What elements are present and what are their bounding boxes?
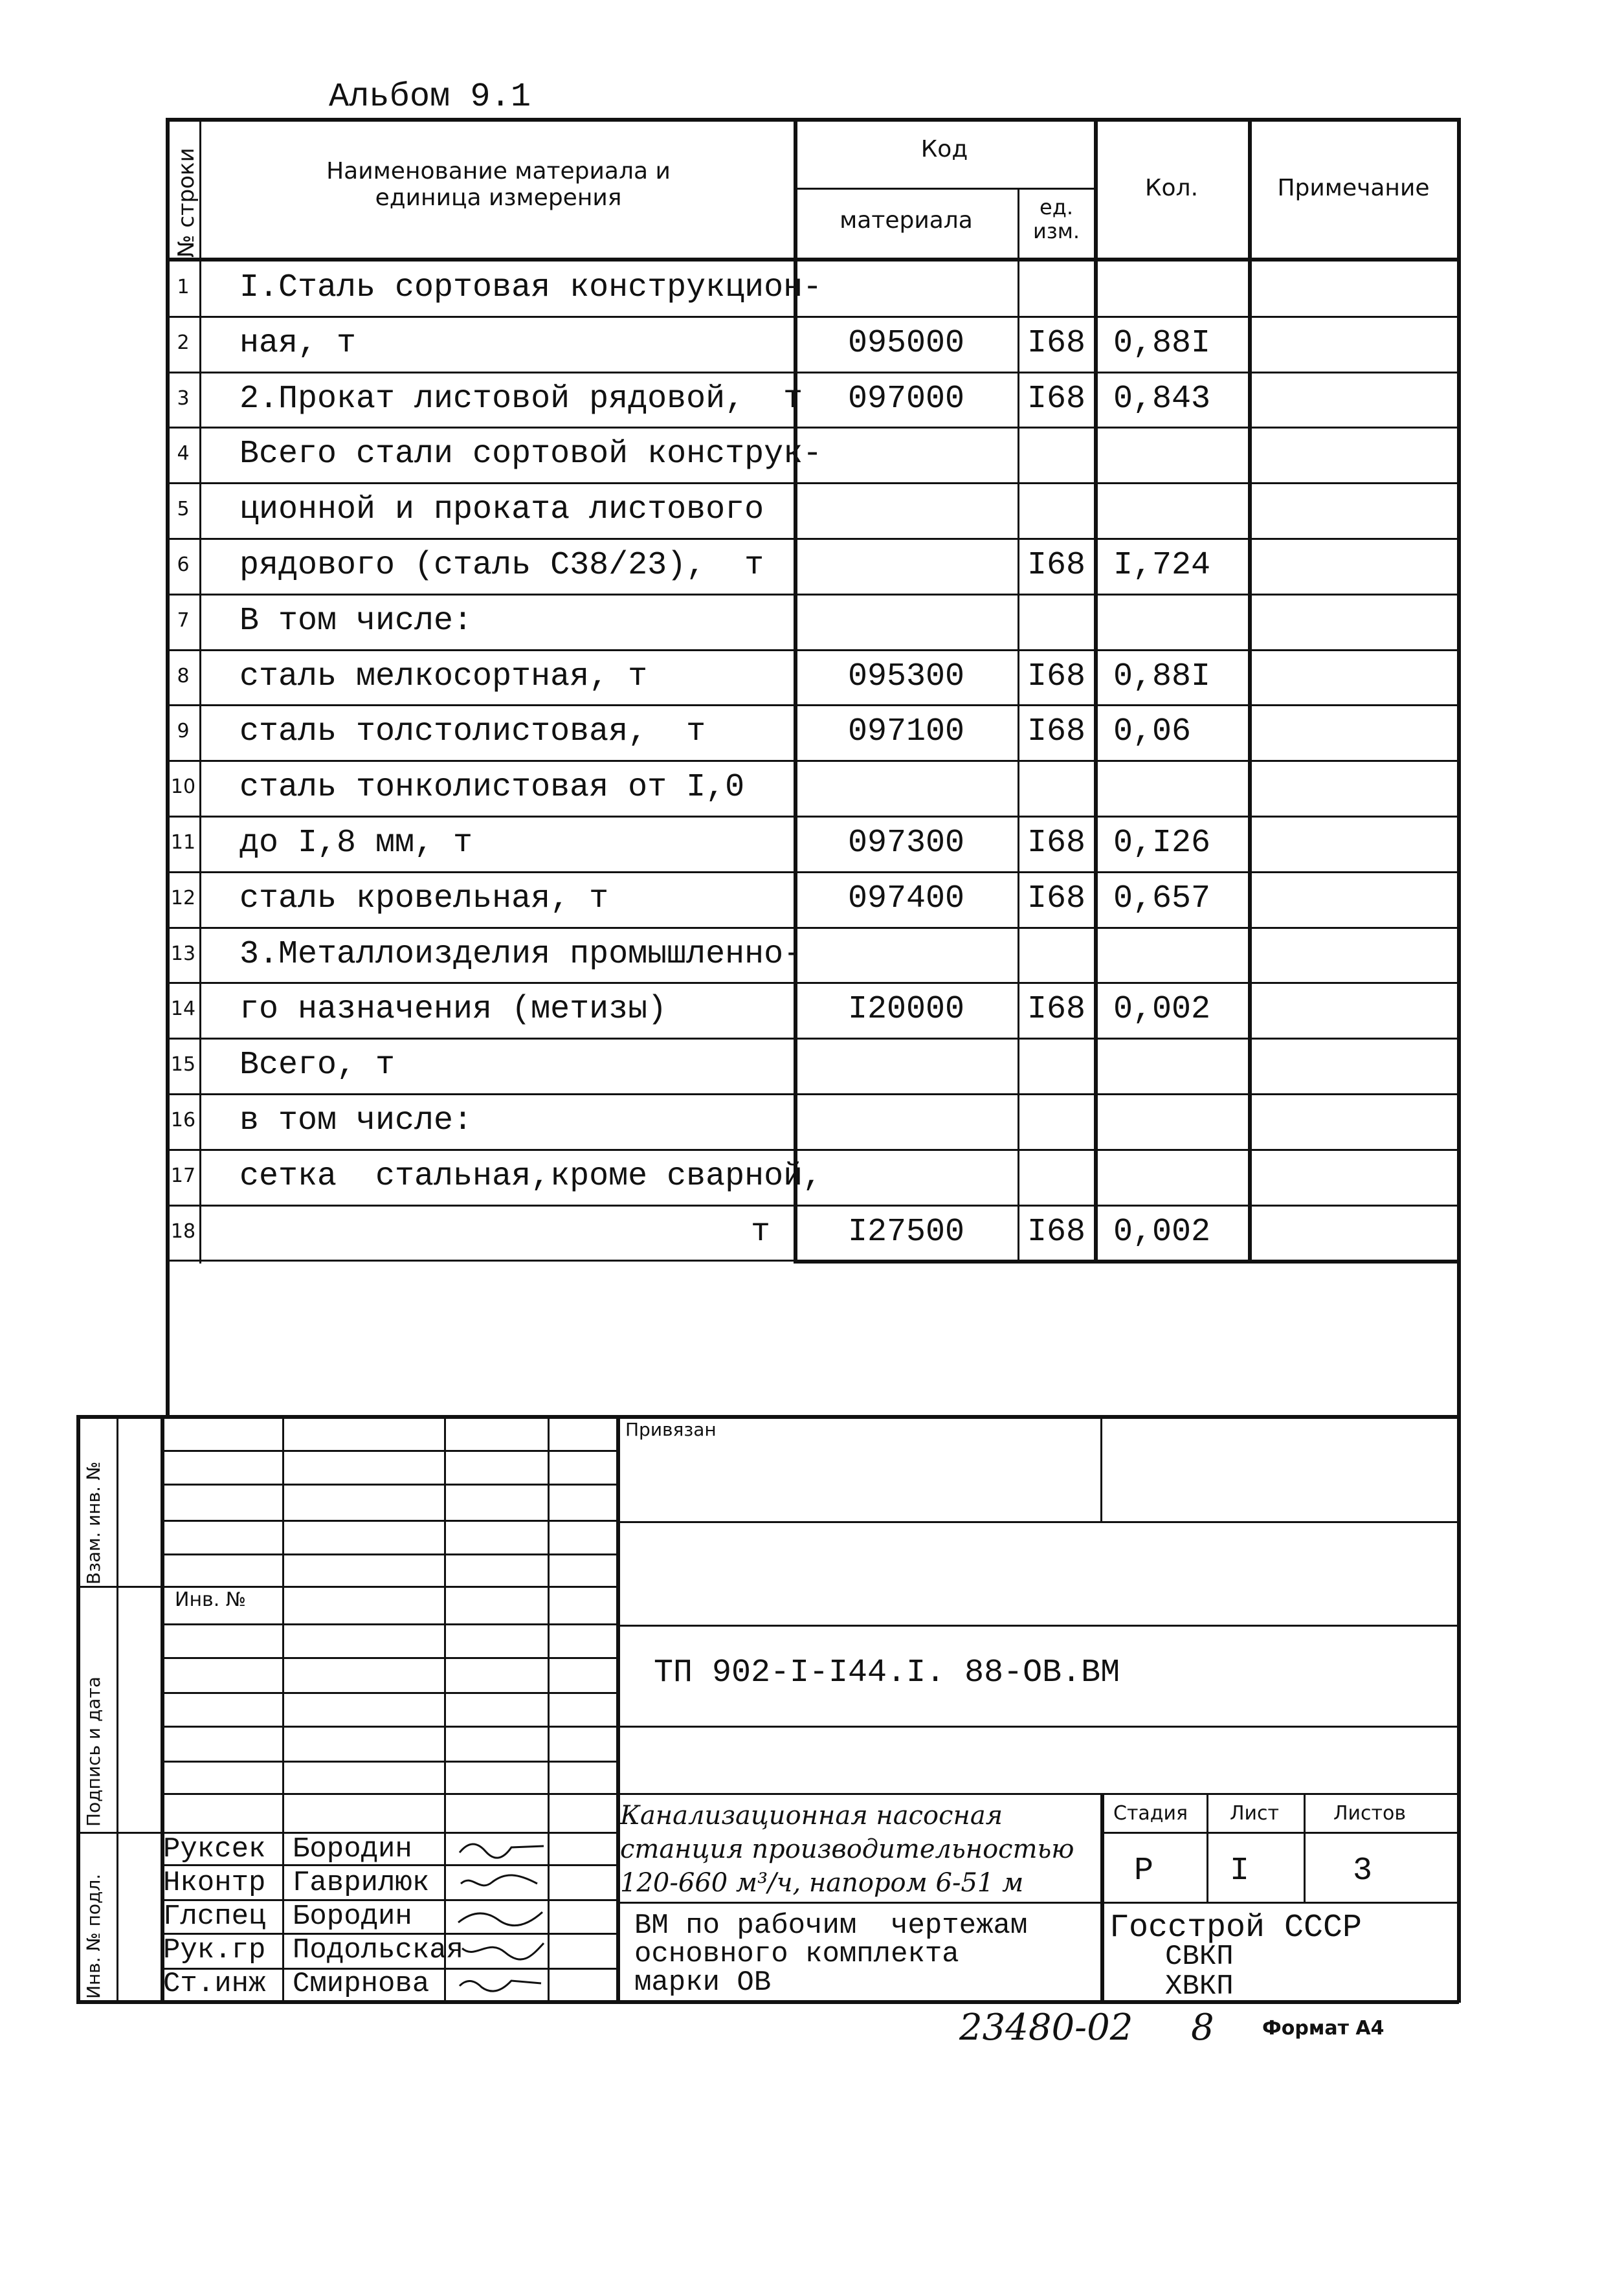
row-qty: 0,002 <box>1113 991 1211 1029</box>
sheets-label: Листов <box>1333 1802 1407 1825</box>
row-name: ная, т <box>239 324 357 362</box>
row-name: 3.Металлоизделия промышленно- <box>239 935 803 973</box>
row-number: 9 <box>177 720 190 743</box>
row-number: 7 <box>177 608 190 632</box>
row-code: I20000 <box>847 991 965 1029</box>
doc-title-line-2: основного комплекта <box>634 1938 959 1970</box>
row-code: 097400 <box>847 880 965 917</box>
signature-mark <box>453 1968 550 2000</box>
row-name: го назначения (метизы) <box>239 991 667 1029</box>
row-number: 15 <box>170 1053 196 1076</box>
header-name: Наименование материала и единица измерения <box>326 158 671 212</box>
row-unit: I68 <box>1027 658 1085 695</box>
inv-no-label: Инв. № <box>175 1588 247 1611</box>
row-name: т <box>750 1213 770 1251</box>
sheet-value: I <box>1230 1853 1250 1889</box>
row-unit: I68 <box>1027 324 1085 362</box>
footer-page: 8 <box>1191 2007 1214 2049</box>
row-number: 3 <box>177 386 190 410</box>
signer-role: Рук.гр <box>163 1934 266 1966</box>
row-name: сталь тонколистовая от I,0 <box>239 769 745 807</box>
org-line-1: Госстрой СССР <box>1109 1910 1363 1946</box>
row-unit: I68 <box>1027 380 1085 418</box>
header-code-material: материала <box>840 207 973 234</box>
stage-label: Стадия <box>1113 1802 1188 1825</box>
row-unit: I68 <box>1027 1213 1085 1251</box>
row-qty: 0,002 <box>1113 1213 1211 1251</box>
side-label-podpis: Подпись и дата <box>83 1676 104 1827</box>
row-code: 097300 <box>847 825 965 862</box>
privyazan-label: Привязан <box>625 1419 717 1440</box>
row-name: в том числе: <box>239 1102 473 1139</box>
header-qty: Кол. <box>1144 175 1199 201</box>
header-code-unit: ед. изм. <box>1032 195 1080 243</box>
row-code: 097000 <box>847 380 965 418</box>
row-unit: I68 <box>1027 825 1085 862</box>
row-number: 6 <box>177 553 190 576</box>
row-code: 097100 <box>847 713 965 751</box>
footer-number: 23480-02 <box>959 2007 1133 2049</box>
header-row-no: № строки <box>173 148 199 258</box>
project-title-line-2: станция производительностью <box>620 1834 1074 1864</box>
stage-value: Р <box>1134 1853 1154 1889</box>
signer-name: Смирнова <box>293 1968 430 2000</box>
side-label-inv-podl: Инв. № подл. <box>83 1873 104 1999</box>
row-number: 2 <box>177 331 190 354</box>
row-name: сталь толстолистовая, т <box>239 713 706 751</box>
row-name: I.Сталь сортовая конструкцион- <box>239 269 823 306</box>
row-qty: 0,843 <box>1113 380 1211 418</box>
signer-name: Подольская <box>293 1934 464 1966</box>
row-number: 5 <box>177 498 190 521</box>
header-code: Код <box>920 136 968 162</box>
sheet-label: Лист <box>1230 1802 1280 1825</box>
row-qty: 0,06 <box>1113 713 1192 751</box>
signer-role: Нконтр <box>163 1867 266 1899</box>
sheets-value: 3 <box>1353 1853 1373 1889</box>
signature-mark <box>453 1867 550 1899</box>
row-number: 11 <box>170 831 196 854</box>
org-line-2: СВКП <box>1165 1941 1234 1973</box>
row-name: сетка стальная,кроме сварной, <box>239 1157 823 1195</box>
signer-role: Руксек <box>163 1833 266 1865</box>
row-qty: 0,I26 <box>1113 825 1211 862</box>
row-number: 12 <box>170 886 196 909</box>
row-name: рядового (сталь С38/23), т <box>239 547 764 584</box>
row-number: 18 <box>170 1219 196 1243</box>
row-unit: I68 <box>1027 713 1085 751</box>
row-number: 13 <box>170 942 196 965</box>
row-qty: 0,88I <box>1113 324 1211 362</box>
row-number: 8 <box>177 664 190 687</box>
row-qty: 0,88I <box>1113 658 1211 695</box>
row-qty: 0,657 <box>1113 880 1211 917</box>
signature-mark <box>453 1833 550 1865</box>
row-code: I27500 <box>847 1213 965 1251</box>
doc-title-line-3: марки ОВ <box>634 1966 772 1999</box>
signer-name: Бородин <box>293 1900 412 1933</box>
album-label: Альбом 9.1 <box>329 78 531 116</box>
row-qty: I,724 <box>1113 547 1211 584</box>
signer-role: Ст.инж <box>163 1968 266 2000</box>
row-name: до I,8 мм, т <box>239 825 473 862</box>
signer-name: Бородин <box>293 1833 412 1865</box>
row-name: Всего стали сортовой конструк- <box>239 436 823 473</box>
row-number: 10 <box>170 775 196 799</box>
row-number: 1 <box>177 276 190 298</box>
signer-name: Гаврилюк <box>293 1867 430 1899</box>
row-unit: I68 <box>1027 547 1085 584</box>
row-name: 2.Прокат листовой рядовой, т <box>239 380 803 418</box>
signature-mark <box>453 1934 550 1966</box>
row-name: сталь мелкосортная, т <box>239 658 648 695</box>
row-number: 4 <box>177 442 190 465</box>
signer-role: Глспец <box>163 1900 266 1933</box>
row-unit: I68 <box>1027 880 1085 917</box>
doc-title-line-1: ВМ по рабочим чертежам <box>634 1910 1028 1942</box>
signature-mark <box>453 1900 550 1933</box>
row-number: 16 <box>170 1109 196 1131</box>
row-name: ционной и проката листового <box>239 491 764 529</box>
footer-format: Формат А4 <box>1262 2017 1385 2040</box>
org-line-3: ХВКП <box>1165 1970 1234 2003</box>
side-label-vzam: Взам. инв. № <box>83 1461 104 1585</box>
row-name: В том числе: <box>239 602 473 640</box>
document-code: ТП 902-I-I44.I. 88-ОВ.ВМ <box>654 1654 1120 1691</box>
project-title-line-3: 120-660 м³/ч, напором 6-51 м <box>620 1868 1024 1898</box>
row-code: 095000 <box>847 324 965 362</box>
row-name: Всего, т <box>239 1047 395 1084</box>
project-title-line-1: Канализационная насосная <box>620 1801 1003 1831</box>
row-number: 14 <box>170 997 196 1021</box>
row-code: 095300 <box>847 658 965 695</box>
header-note: Примечание <box>1277 175 1430 201</box>
row-name: сталь кровельная, т <box>239 880 609 917</box>
row-unit: I68 <box>1027 991 1085 1029</box>
row-number: 17 <box>170 1164 196 1187</box>
